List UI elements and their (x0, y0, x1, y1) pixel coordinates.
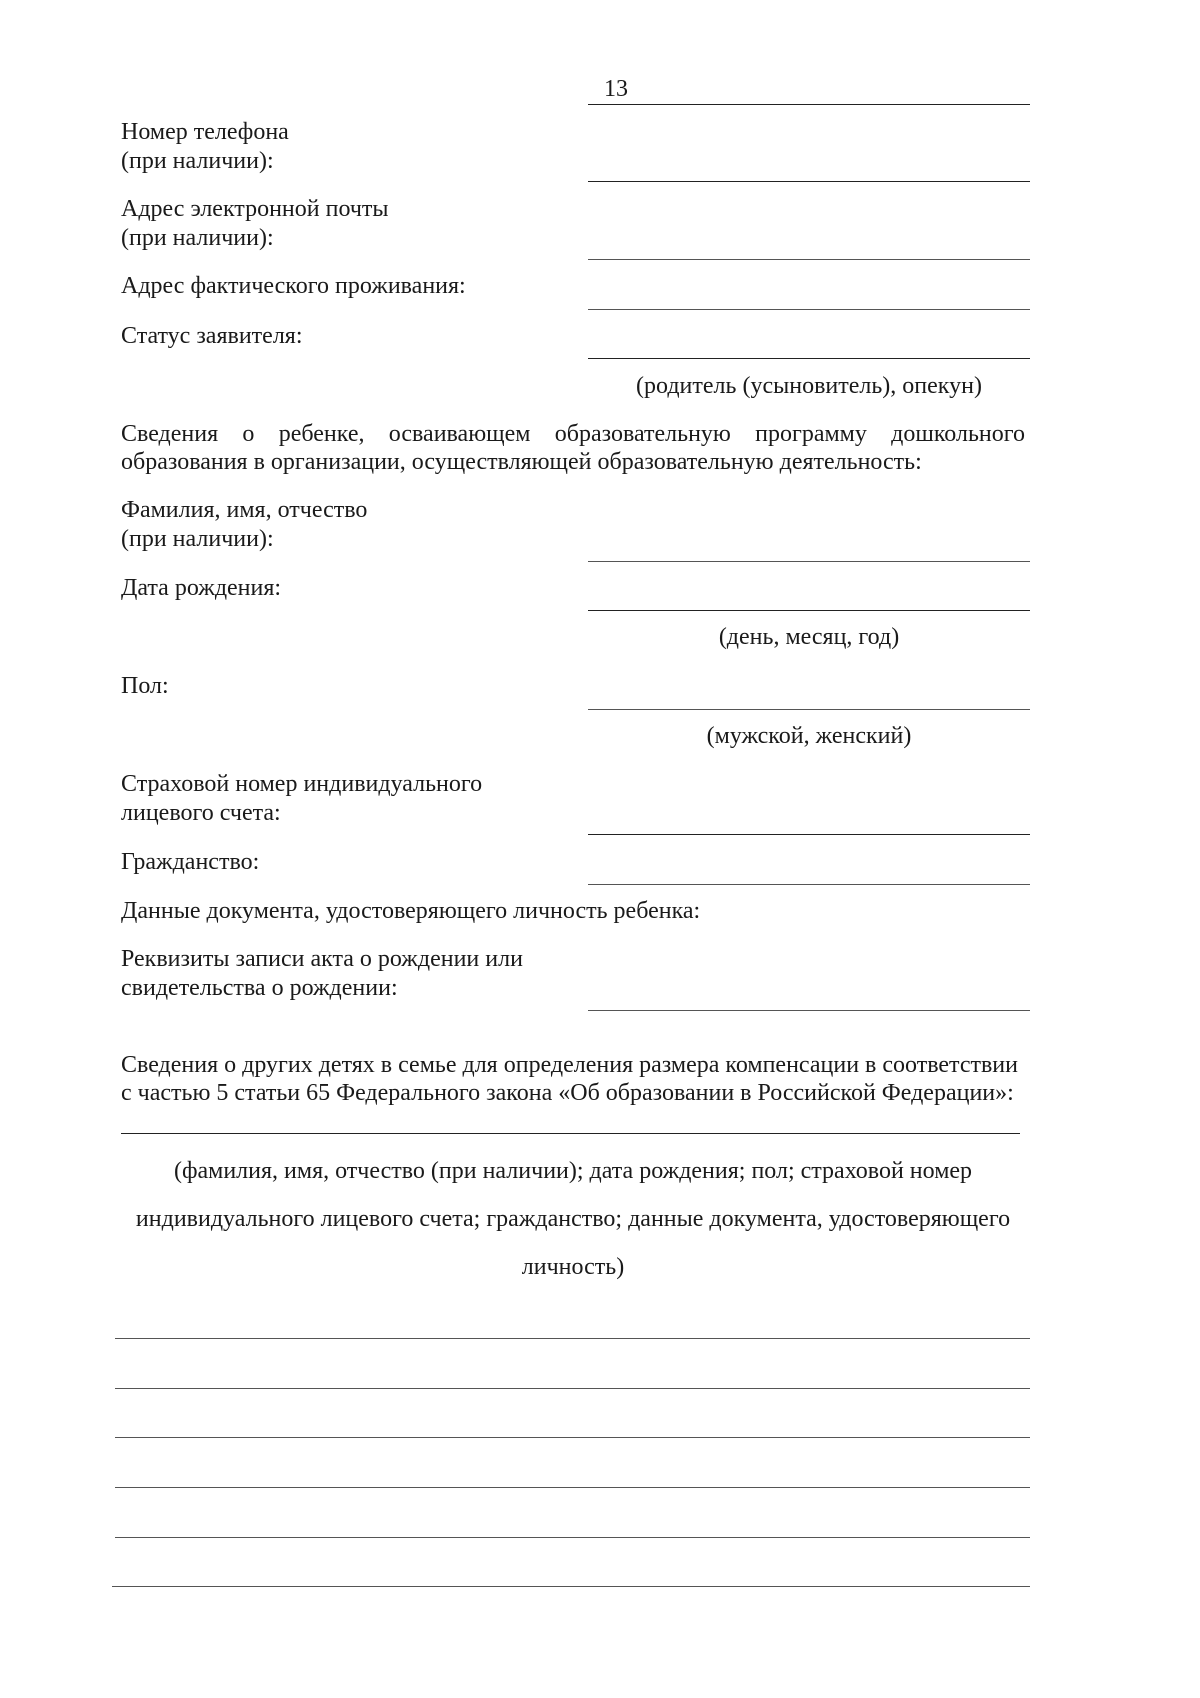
page-number: 13 (604, 76, 628, 102)
blank-line-6[interactable] (112, 1586, 1030, 1587)
birth-date-label: Дата рождения: (121, 575, 282, 601)
address-field-line[interactable] (588, 309, 1030, 310)
email-label-line2: (при наличии): (121, 225, 274, 251)
blank-line-2[interactable] (115, 1388, 1030, 1389)
birth-record-label-line1: Реквизиты записи акта о рождении или (121, 946, 523, 972)
sex-hint: (мужской, женский) (706, 723, 912, 749)
status-hint: (родитель (усыновитель), опекун) (636, 373, 982, 399)
phone-field-line[interactable] (588, 181, 1030, 182)
child-section-intro-line2: образования в организации, осуществляющей образовательную деятельность: (121, 449, 922, 475)
other-children-hint-line1: (фамилия, имя, отчество (при наличии); дата рождения; пол; страховой номер (173, 1158, 973, 1184)
phone-label-line1: Номер телефона (121, 119, 289, 145)
status-label: Статус заявителя: (121, 323, 303, 349)
page-number-underline (588, 104, 1030, 105)
blank-line-1[interactable] (115, 1338, 1030, 1339)
citizenship-field-line[interactable] (588, 884, 1030, 885)
other-children-field-line[interactable] (121, 1133, 1020, 1134)
snils-label-line2: лицевого счета: (121, 800, 281, 826)
snils-label-line1: Страховой номер индивидуального (121, 771, 483, 797)
other-children-hint-line2: индивидуального лицевого счета; гражданство; данные документа, удостоверяющего (135, 1206, 1011, 1232)
blank-line-4[interactable] (115, 1487, 1030, 1488)
child-fio-label-line2: (при наличии): (121, 526, 274, 552)
other-children-intro-line2: с частью 5 статьи 65 Федерального закона «Об образовании в Российской Федерации»: (121, 1080, 1014, 1106)
phone-label (121, 118, 289, 176)
snils-label (121, 770, 482, 828)
other-children-intro-line1: Сведения о других детях в семье для определения размера компенсации в соответствии (121, 1052, 1018, 1078)
status-field-line[interactable] (588, 358, 1030, 359)
child-fio-label-line1: Фамилия, имя, отчество (121, 497, 368, 523)
identity-doc-label: Данные документа, удостоверяющего личность ребенка: (121, 898, 701, 924)
child-fio-label (121, 496, 367, 554)
child-section-intro-line1: Сведения о ребенке, осваивающем образовательную программу дошкольного (121, 421, 1025, 447)
other-children-hint-line3: личность) (521, 1254, 625, 1280)
citizenship-label: Гражданство: (121, 849, 260, 875)
birth-record-field-line[interactable] (588, 1010, 1030, 1011)
phone-label-line2: (при наличии): (121, 148, 274, 174)
birth-record-label (121, 945, 523, 1003)
birth-date-hint: (день, месяц, год) (718, 624, 900, 650)
birth-record-label-line2: свидетельства о рождении: (121, 975, 398, 1001)
blank-line-5[interactable] (115, 1537, 1030, 1538)
blank-line-3[interactable] (115, 1437, 1030, 1438)
email-field-line[interactable] (588, 259, 1030, 260)
sex-field-line[interactable] (588, 709, 1030, 710)
email-label-line1: Адрес электронной почты (121, 196, 389, 222)
address-label: Адрес фактического проживания: (121, 273, 466, 299)
sex-label: Пол: (121, 673, 169, 699)
child-fio-field-line[interactable] (588, 561, 1030, 562)
birth-date-field-line[interactable] (588, 610, 1030, 611)
email-label (121, 195, 389, 253)
snils-field-line[interactable] (588, 834, 1030, 835)
